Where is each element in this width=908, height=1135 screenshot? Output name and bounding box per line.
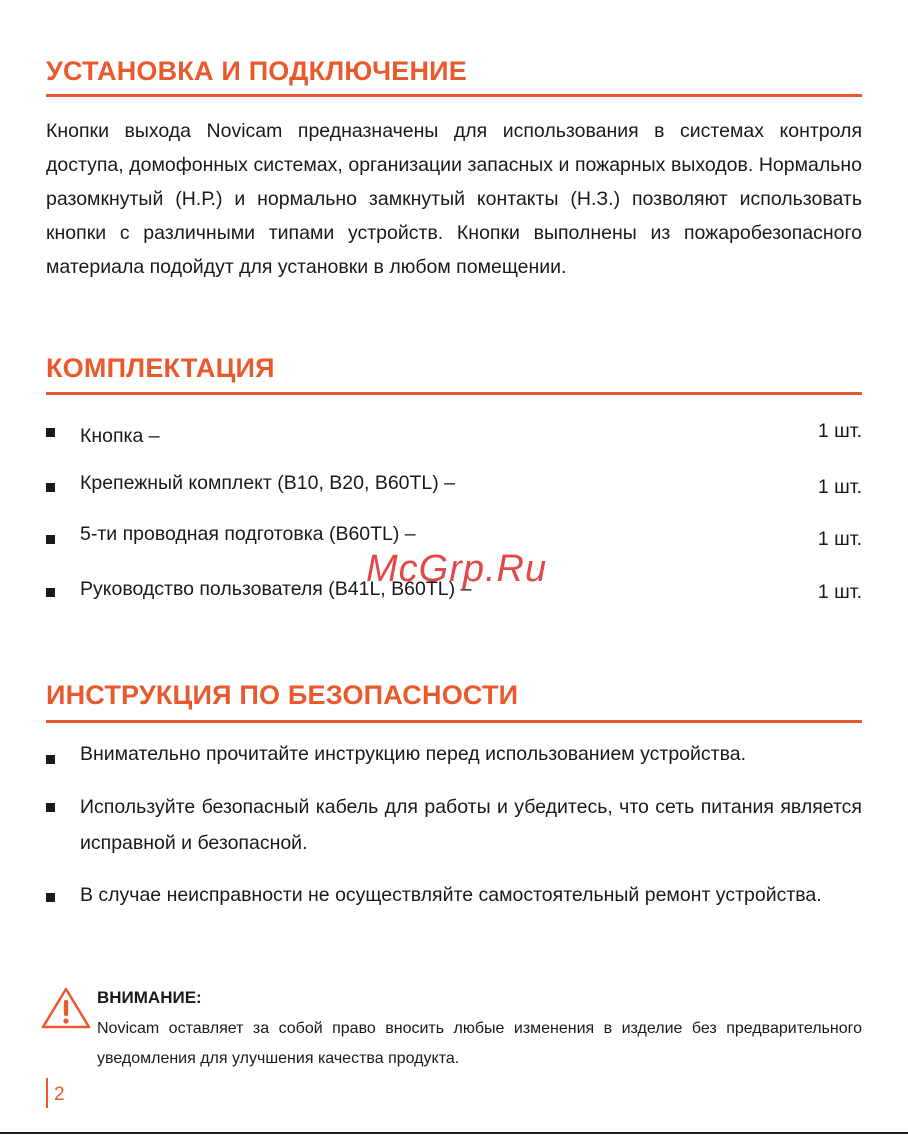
safety-item: Используйте безопасный кабель для работы и убедитесь, что сеть питания является исправной и безопасной. bbox=[80, 796, 862, 854]
section-safety-title: ИНСТРУКЦИЯ ПО БЕЗОПАСНОСТИ bbox=[46, 680, 519, 710]
section-kit-rule bbox=[46, 392, 862, 395]
section-install-rule bbox=[46, 94, 862, 97]
bullet-icon bbox=[46, 803, 55, 812]
kit-item-qty: 1 шт. bbox=[817, 581, 862, 603]
page-number: 2 bbox=[54, 1084, 65, 1105]
page-number-bar bbox=[46, 1078, 48, 1108]
bullet-icon bbox=[46, 893, 55, 902]
kit-item-label: Руководство пользователя (B41L, B60TL) – bbox=[80, 578, 472, 600]
kit-item-label: Крепежный комплект (B10, B20, B60TL) – bbox=[80, 472, 456, 494]
warning-triangle-icon bbox=[40, 986, 92, 1030]
section-install-paragraph: Кнопки выхода Novicam предназначены для использования в системах контроля доступа, домофонных системах, организации запасных и пожарных выходов. Нормально разомкнутый (Н.Р.) и нормально замкнутый контакты (Н.З.) позволяют использовать кнопки с различными типами устройств. Кнопки выполнены из пожаробезопасного материала подойдут для установки в любом помещении. bbox=[46, 120, 862, 278]
kit-item-qty: 1 шт. bbox=[817, 476, 862, 498]
kit-item-qty: 1 шт. bbox=[817, 528, 862, 550]
page-bottom-border bbox=[0, 1132, 908, 1134]
watermark: McGrp.Ru bbox=[366, 548, 548, 590]
section-install-title: УСТАНОВКА И ПОДКЛЮЧЕНИЕ bbox=[46, 56, 467, 86]
section-kit-title: КОМПЛЕКТАЦИЯ bbox=[46, 353, 275, 383]
bullet-icon bbox=[46, 755, 55, 764]
safety-item: Внимательно прочитайте инструкцию перед использованием устройства. bbox=[80, 743, 746, 765]
bullet-icon bbox=[46, 483, 55, 492]
warning-text: Novicam оставляет за собой право вносить любые изменения в изделие без предварительного уведомления для улучшения качества продукта. bbox=[97, 1020, 862, 1067]
section-safety-rule bbox=[46, 720, 862, 723]
kit-item-label: Кнопка – bbox=[80, 425, 160, 447]
kit-item-label: 5-ти проводная подготовка (B60TL) – bbox=[80, 523, 416, 545]
bullet-icon bbox=[46, 428, 55, 437]
warning-title: ВНИМАНИЕ: bbox=[97, 988, 202, 1007]
safety-item: В случае неисправности не осуществляйте самостоятельный ремонт устройства. bbox=[80, 884, 822, 906]
bullet-icon bbox=[46, 535, 55, 544]
kit-item-qty: 1 шт. bbox=[817, 420, 862, 442]
bullet-icon bbox=[46, 588, 55, 597]
